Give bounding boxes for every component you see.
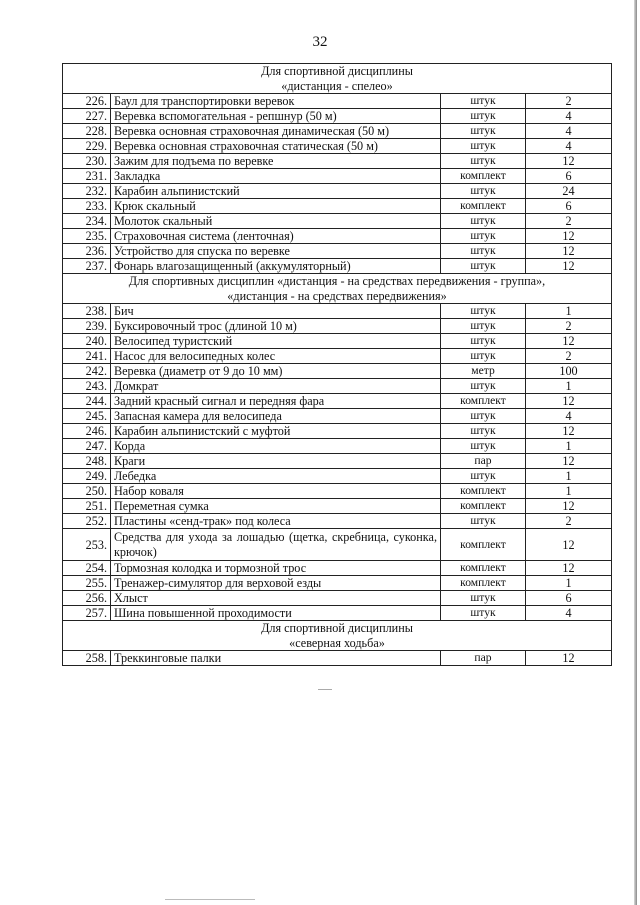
section-heading-row <box>63 621 612 651</box>
item-unit: штук <box>441 379 526 394</box>
table-row <box>63 651 612 666</box>
item-number: 252. <box>63 514 111 529</box>
item-name: Веревка основная страховочная динамическая (50 м) <box>111 124 441 139</box>
item-number: 241. <box>63 349 111 364</box>
table-row <box>63 591 612 606</box>
item-name: Фонарь влагозащищенный (аккумуляторный) <box>111 259 441 274</box>
item-name: Страховочная система (ленточная) <box>111 229 441 244</box>
item-name: Шина повышенной проходимости <box>111 606 441 621</box>
table-row <box>63 454 612 469</box>
section-heading-row <box>63 64 612 94</box>
item-unit: штук <box>441 591 526 606</box>
table-row <box>63 94 612 109</box>
item-number: 257. <box>63 606 111 621</box>
item-number: 258. <box>63 651 111 666</box>
item-unit: штук <box>441 424 526 439</box>
item-quantity: 1 <box>526 484 612 499</box>
section-heading-line: Для спортивной дисциплины <box>261 64 413 78</box>
item-quantity: 1 <box>526 379 612 394</box>
item-number: 253. <box>63 529 111 561</box>
item-name: Пластины «сенд-трак» под колеса <box>111 514 441 529</box>
item-quantity: 2 <box>526 319 612 334</box>
equipment-table-body <box>63 64 612 666</box>
item-unit: комплект <box>441 169 526 184</box>
section-heading-line: «дистанция - спелео» <box>281 78 393 93</box>
table-row <box>63 576 612 591</box>
table-row <box>63 379 612 394</box>
item-unit: метр <box>441 364 526 379</box>
item-unit: штук <box>441 214 526 229</box>
item-unit: штук <box>441 184 526 199</box>
item-name: Тормозная колодка и тормозной трос <box>111 561 441 576</box>
table-row <box>63 364 612 379</box>
item-name: Треккинговые палки <box>111 651 441 666</box>
item-name: Бич <box>111 304 441 319</box>
item-number: 238. <box>63 304 111 319</box>
table-row <box>63 259 612 274</box>
item-quantity: 12 <box>526 154 612 169</box>
item-name: Закладка <box>111 169 441 184</box>
table-row <box>63 499 612 514</box>
item-number: 243. <box>63 379 111 394</box>
table-row <box>63 304 612 319</box>
item-name: Задний красный сигнал и передняя фара <box>111 394 441 409</box>
item-unit: штук <box>441 469 526 484</box>
item-unit: штук <box>441 514 526 529</box>
item-name: Краги <box>111 454 441 469</box>
table-row <box>63 484 612 499</box>
item-unit: комплект <box>441 576 526 591</box>
item-name: Запасная камера для велосипеда <box>111 409 441 424</box>
item-number: 229. <box>63 139 111 154</box>
item-unit: пар <box>441 454 526 469</box>
item-unit: штук <box>441 259 526 274</box>
item-number: 246. <box>63 424 111 439</box>
page-number: 32 <box>312 34 328 50</box>
table-row <box>63 561 612 576</box>
item-unit: штук <box>441 319 526 334</box>
section-heading-line: Для спортивных дисциплин «дистанция - на средствах передвижения - группа», <box>128 274 546 288</box>
item-quantity: 4 <box>526 139 612 154</box>
item-unit: штук <box>441 606 526 621</box>
item-unit: комплект <box>441 561 526 576</box>
item-quantity: 4 <box>526 124 612 139</box>
item-quantity: 100 <box>526 364 612 379</box>
item-quantity: 1 <box>526 304 612 319</box>
item-quantity: 6 <box>526 591 612 606</box>
item-unit: комплект <box>441 199 526 214</box>
table-row <box>63 124 612 139</box>
table-row <box>63 469 612 484</box>
table-row <box>63 606 612 621</box>
item-number: 254. <box>63 561 111 576</box>
section-heading-line: «дистанция - на средствах передвижения» <box>227 288 447 303</box>
item-unit: штук <box>441 349 526 364</box>
item-name: Лебедка <box>111 469 441 484</box>
item-name: Веревка (диаметр от 9 до 10 мм) <box>111 364 441 379</box>
scan-mark <box>318 689 332 690</box>
item-quantity: 12 <box>526 561 612 576</box>
item-unit: штук <box>441 154 526 169</box>
item-quantity: 12 <box>526 499 612 514</box>
table-row <box>63 394 612 409</box>
item-number: 237. <box>63 259 111 274</box>
item-unit: штук <box>441 94 526 109</box>
item-unit: штук <box>441 229 526 244</box>
item-quantity: 24 <box>526 184 612 199</box>
item-name: Набор коваля <box>111 484 441 499</box>
item-number: 233. <box>63 199 111 214</box>
item-unit: штук <box>441 124 526 139</box>
table-row <box>63 229 612 244</box>
item-unit: штук <box>441 334 526 349</box>
item-unit: штук <box>441 244 526 259</box>
item-name: Молоток скальный <box>111 214 441 229</box>
item-name: Корда <box>111 439 441 454</box>
item-number: 235. <box>63 229 111 244</box>
item-name: Баул для транспортировки веревок <box>111 94 441 109</box>
item-name: Зажим для подъема по веревке <box>111 154 441 169</box>
table-row <box>63 439 612 454</box>
item-quantity: 6 <box>526 199 612 214</box>
item-quantity: 12 <box>526 454 612 469</box>
item-quantity: 2 <box>526 214 612 229</box>
item-number: 226. <box>63 94 111 109</box>
scan-mark <box>165 899 255 900</box>
section-heading <box>63 274 612 304</box>
item-unit: комплект <box>441 499 526 514</box>
item-unit: комплект <box>441 484 526 499</box>
item-name: Велосипед туристский <box>111 334 441 349</box>
item-quantity: 2 <box>526 514 612 529</box>
table-row <box>63 244 612 259</box>
section-heading <box>63 621 612 651</box>
item-unit: комплект <box>441 529 526 561</box>
table-row <box>63 199 612 214</box>
item-number: 228. <box>63 124 111 139</box>
item-name: Домкрат <box>111 379 441 394</box>
item-name: Буксировочный трос (длиной 10 м) <box>111 319 441 334</box>
item-number: 236. <box>63 244 111 259</box>
item-name: Тренажер-симулятор для верховой езды <box>111 576 441 591</box>
item-number: 250. <box>63 484 111 499</box>
page-edge <box>634 0 637 905</box>
table-row <box>63 139 612 154</box>
item-number: 232. <box>63 184 111 199</box>
item-name: Карабин альпинистский <box>111 184 441 199</box>
table-row <box>63 424 612 439</box>
item-name: Средства для ухода за лошадью (щетка, скребница, суконка, крючок) <box>111 529 441 561</box>
table-row <box>63 349 612 364</box>
item-number: 249. <box>63 469 111 484</box>
item-quantity: 12 <box>526 394 612 409</box>
item-quantity: 2 <box>526 349 612 364</box>
item-quantity: 12 <box>526 259 612 274</box>
table-row <box>63 184 612 199</box>
item-unit: штук <box>441 139 526 154</box>
item-number: 234. <box>63 214 111 229</box>
item-unit: штук <box>441 439 526 454</box>
item-number: 245. <box>63 409 111 424</box>
item-name: Крюк скальный <box>111 199 441 214</box>
item-number: 244. <box>63 394 111 409</box>
item-quantity: 2 <box>526 94 612 109</box>
item-name: Веревка основная страховочная статическая (50 м) <box>111 139 441 154</box>
item-number: 248. <box>63 454 111 469</box>
item-name: Карабин альпинистский с муфтой <box>111 424 441 439</box>
item-number: 231. <box>63 169 111 184</box>
item-quantity: 4 <box>526 409 612 424</box>
item-unit: штук <box>441 109 526 124</box>
item-name: Хлыст <box>111 591 441 606</box>
item-quantity: 1 <box>526 576 612 591</box>
equipment-table <box>62 63 612 666</box>
item-quantity: 1 <box>526 439 612 454</box>
item-name: Переметная сумка <box>111 499 441 514</box>
section-heading-row <box>63 274 612 304</box>
item-quantity: 4 <box>526 606 612 621</box>
item-number: 230. <box>63 154 111 169</box>
table-row <box>63 169 612 184</box>
item-quantity: 12 <box>526 334 612 349</box>
item-number: 239. <box>63 319 111 334</box>
table-row <box>63 109 612 124</box>
item-number: 255. <box>63 576 111 591</box>
item-quantity: 12 <box>526 244 612 259</box>
table-row <box>63 514 612 529</box>
table-row <box>63 529 612 561</box>
item-quantity: 4 <box>526 109 612 124</box>
item-quantity: 12 <box>526 651 612 666</box>
table-row <box>63 154 612 169</box>
table-row <box>63 409 612 424</box>
item-unit: комплект <box>441 394 526 409</box>
table-row <box>63 214 612 229</box>
item-quantity: 6 <box>526 169 612 184</box>
item-number: 251. <box>63 499 111 514</box>
item-quantity: 1 <box>526 469 612 484</box>
item-number: 240. <box>63 334 111 349</box>
item-quantity: 12 <box>526 229 612 244</box>
item-number: 247. <box>63 439 111 454</box>
item-name: Насос для велосипедных колес <box>111 349 441 364</box>
table-row <box>63 319 612 334</box>
section-heading-line: «северная ходьба» <box>289 635 385 650</box>
item-number: 256. <box>63 591 111 606</box>
item-unit: штук <box>441 409 526 424</box>
item-quantity: 12 <box>526 529 612 561</box>
section-heading-line: Для спортивной дисциплины <box>261 621 413 635</box>
item-unit: пар <box>441 651 526 666</box>
item-number: 242. <box>63 364 111 379</box>
item-number: 227. <box>63 109 111 124</box>
table-row <box>63 334 612 349</box>
section-heading <box>63 64 612 94</box>
item-quantity: 12 <box>526 424 612 439</box>
item-unit: штук <box>441 304 526 319</box>
item-name: Веревка вспомогательная - репшнур (50 м) <box>111 109 441 124</box>
item-name: Устройство для спуска по веревке <box>111 244 441 259</box>
